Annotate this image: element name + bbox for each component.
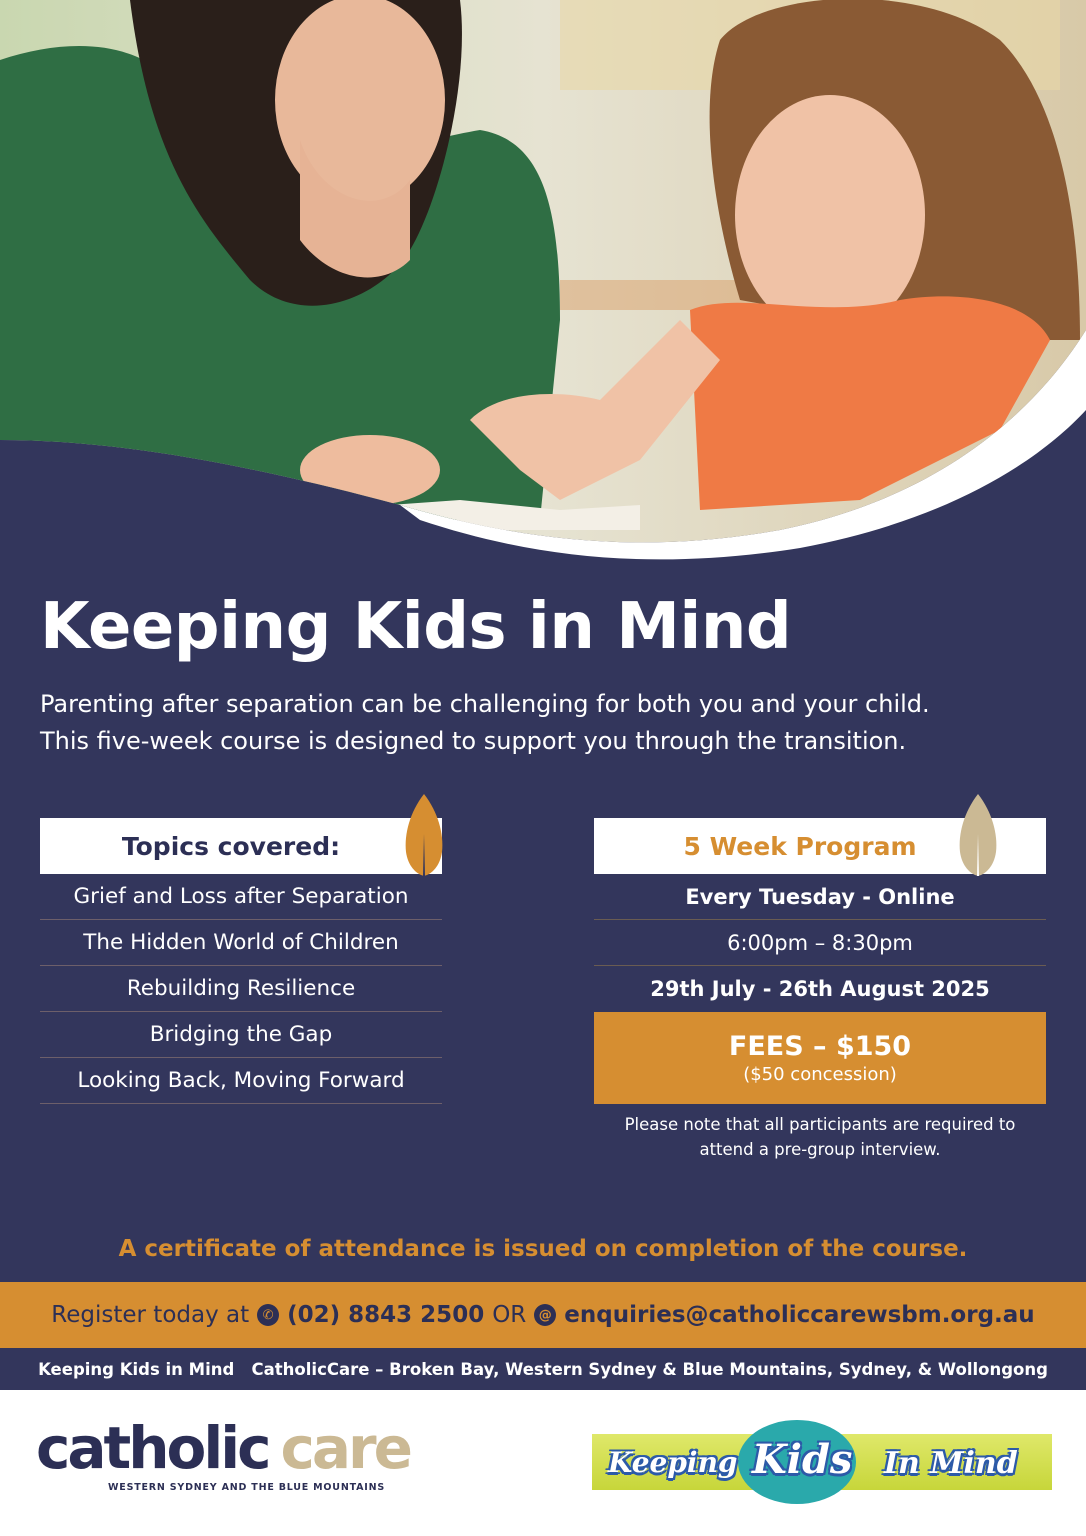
catholiccare-subtitle: WESTERN SYDNEY AND THE BLUE MOUNTAINS (108, 1482, 385, 1493)
email-link[interactable]: enquiries@catholiccarewsbm.org.au (564, 1302, 1035, 1328)
program-column (594, 818, 1046, 1162)
topic-item: Grief and Loss after Separation (40, 874, 442, 920)
fees-box (594, 1012, 1046, 1104)
program-header (594, 818, 1046, 874)
fees-concession: ($50 concession) (743, 1064, 897, 1085)
intro-text (40, 686, 1040, 760)
leaf-icon (404, 794, 444, 876)
register-or: OR (492, 1302, 527, 1328)
leaf-icon (958, 794, 998, 876)
interview-note (594, 1112, 1046, 1162)
fees-amount: FEES – $150 (728, 1031, 912, 1062)
main-panel (0, 560, 1086, 1282)
topics-header (40, 818, 442, 874)
keeping-kids-in-mind-logo (592, 1420, 1052, 1504)
program-day: Every Tuesday - Online (594, 874, 1046, 920)
topics-heading: Topics covered: (121, 831, 341, 861)
topic-item: Rebuilding Resilience (40, 966, 442, 1012)
topic-item: Looking Back, Moving Forward (40, 1058, 442, 1104)
program-time: 6:00pm – 8:30pm (594, 920, 1046, 966)
phone-icon: ✆ (257, 1304, 279, 1326)
hero-photo (0, 0, 1086, 560)
phone-number[interactable]: (02) 8843 2500 (287, 1302, 485, 1328)
intro-line-2: This five-week course is designed to support you through the transition. (40, 727, 907, 755)
register-prefix: Register today at (51, 1302, 250, 1328)
logos-area (0, 1390, 1086, 1536)
at-icon: @ (534, 1304, 556, 1326)
program-dates: 29th July - 26th August 2025 (650, 977, 990, 1001)
page-title: Keeping Kids in Mind (40, 590, 792, 664)
intro-line-1: Parenting after separation can be challenging for both you and your child. (40, 690, 930, 718)
hero-image (0, 0, 1086, 560)
logo-catholic: catholic (36, 1414, 269, 1482)
note-line-1: Please note that all participants are required to (624, 1115, 1016, 1134)
logo-keeping: Keeping (608, 1446, 738, 1479)
catholiccare-logo (36, 1414, 436, 1493)
catholiccare-wordmark (36, 1414, 436, 1482)
topic-item: The Hidden World of Children (40, 920, 442, 966)
logo-care: care (280, 1414, 410, 1482)
footer-strip (0, 1348, 1086, 1390)
topic-item: Bridging the Gap (40, 1012, 442, 1058)
certificate-notice: A certificate of attendance is issued on completion of the course. (118, 1236, 968, 1262)
logo-kids: Kids (752, 1436, 853, 1483)
register-bar (0, 1282, 1086, 1348)
footer-text: Keeping Kids in Mind CatholicCare – Broken Bay, Western Sydney & Blue Mountains, Sydney, & Wollongong (38, 1359, 1048, 1379)
note-line-2: attend a pre-group interview. (699, 1140, 941, 1159)
logo-in-mind: In Mind (884, 1446, 1018, 1481)
topics-column (40, 818, 442, 1104)
program-heading: 5 Week Program (683, 831, 917, 861)
